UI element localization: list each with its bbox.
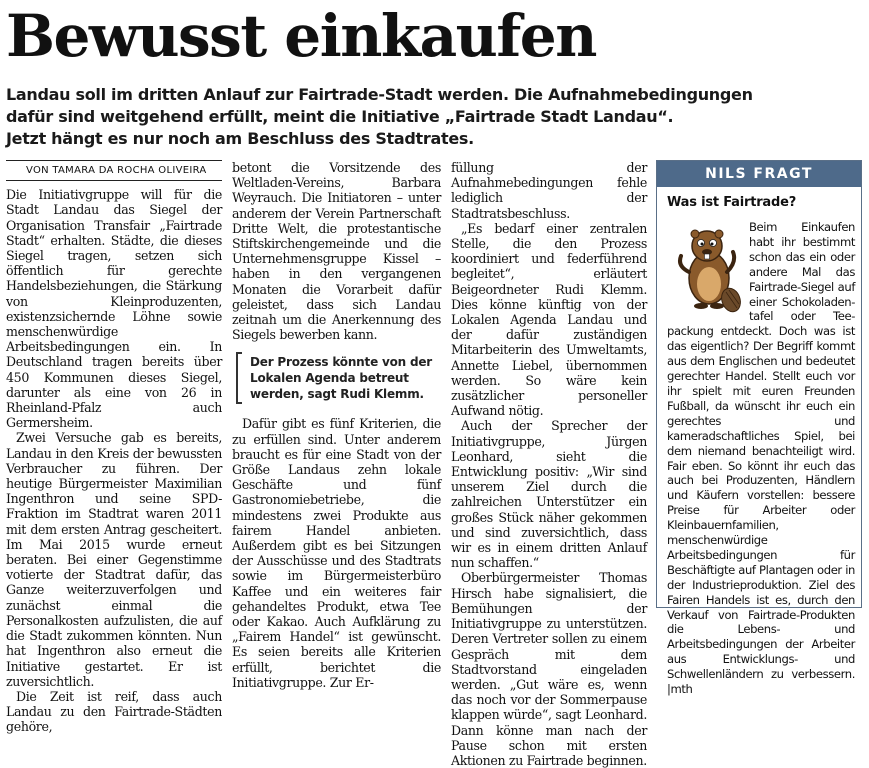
article-paragraph: Die Zeit ist reif, dass auch Landau zu den Fairtrade-Städten gehöre, xyxy=(6,688,222,735)
article-paragraph: Dafür gibt es fünf Kriterien, die zu erfüllen sind. Unter anderem braucht es für eine Stadt von der Größe Landaus zehn lokale Geschäfte und fünf Gastronomiebetriebe, die mindestens zwei Produkte aus fairem Handel anbieten. Außerdem gibt es bei Sitzungen der Ausschüsse und des Stadtrats sowie im Bürgermeisterbüro Kaffee und ein weiteres fair gehandeltes Produkt, etwa Tee oder Kakao. Auch Aufklärung zu „Fairem Handel“ ist gewünscht. Es seien bereits alle Kriterien erfüllt, berichtet die Initiativgruppe. Zur Er- xyxy=(232,416,441,690)
sidebar-line: tafel oder Tee- xyxy=(749,309,855,324)
article-column-2 xyxy=(232,160,441,690)
article-paragraph: Die Initiativgruppe will für die Stadt Landau das Siegel der Organisation Transfair „Fairtrade Stadt“ erhalten. Städte, die dieses Siegel tragen, setzen sich öffentlich für gerechte Handelsbeziehungen, die Stärkung von Kleinproduzenten, existenzsichernde Löhne sowie menschenwürdige Arbeitsbedingungen ein. In Deutschland tragen bereits über 450 Kommunen dieses Siegel, darunter als eine von 26 in Rheinland-Pfalz auch Germersheim. xyxy=(6,187,222,431)
beaver-mascot-icon xyxy=(671,222,745,314)
article-column-3 xyxy=(451,160,647,768)
nils-fragt-box xyxy=(656,160,862,697)
headline: Bewusst einkaufen xyxy=(6,2,596,70)
sidebar-line: Beim Einkaufen xyxy=(749,220,855,234)
sidebar-question: Was ist Fairtrade? xyxy=(667,195,797,210)
article-column-1 xyxy=(6,160,222,735)
lead-line: Jetzt hängt es nur noch am Beschluss des Stadtrates. xyxy=(6,129,474,148)
quote-bracket xyxy=(236,352,242,404)
author-byline: VON TAMARA DA ROCHA OLIVEIRA xyxy=(6,160,222,181)
article-paragraph: betont die Vorsitzende des Weltladen-Vereins, Barbara Weyrauch. Die Initiatoren – unter anderem der Verein Partnerschaft Dritte Welt, die protestantische Stiftskirchengemeinde und die Unternehmensgruppe Kissel – haben in den vergangenen Monaten die Vorarbeit dafür geleistet, dass sich Landau zeitnah um die Anerkennung des Siegels bewerben kann. xyxy=(232,160,441,343)
sidebar-header: NILS FRAGT xyxy=(657,161,861,187)
sidebar-line: habt ihr bestimmt xyxy=(749,234,855,249)
sidebar-wrapped-text xyxy=(667,220,855,324)
article-paragraph: füllung der Aufnahmebedingungen fehle lediglich der Stadtratsbeschluss. xyxy=(451,160,647,221)
sidebar-paragraph: packung entdeckt. Doch was ist das eigentlich? Der Begriff kommt aus dem Englischen und bedeutet gerechter Handel. Stellt euch vor ihr spielt mit euren Freunden Fußball, da wünscht ihr euch ein gerechtes und kameradschaftliches Spiel, bei dem niemand benachteiligt wird. Fair eben. So könnt ihr euch das auch bei Produzenten, Händlern und Käufern vorstellen: bessere Preise für Arbeiter oder Kleinbauernfamilien, menschenwürdige Arbeitsbedingungen für Beschäftigte auf Plantagen oder in der Industrieproduktion. Ziel des Fairen Handels ist es, durch den Verkauf von Fairtrade-Produkten die Lebens- und Arbeitsbedingungen der Arbeiter aus Entwicklungs- und Schwellenländern zu verbessern. |mth xyxy=(667,324,855,697)
article-paragraph: Oberbürgermeister Thomas Hirsch habe signalisiert, die Bemühungen der Initiativgruppe zu unterstützen. Deren Vertreter sollen zu einem Gespräch mit dem Stadtvorstand eingeladen werden. „Gut wäre es, wenn das noch vor der Sommerpause klappen würde“, sagt Leonhard. Dann könne man nach der Pause schon mit ersten Aktionen zu Fairtrade beginnen. xyxy=(451,570,647,768)
pull-quote-text: Der Prozess könnte von der Lokalen Agenda betreut werden, sagt Rudi Klemm. xyxy=(250,355,433,402)
sidebar-line: einer Schokoladen- xyxy=(749,294,855,309)
article-paragraph: Zwei Versuche gab es bereits, Landau in den Kreis der bewussten Verbraucher zu führen. Der heutige Bürgermeister Maximilian Ingenthron und seine SPD-Fraktion im Stadtrat waren 2011 mit dem ersten Antrag gescheitert. Im Mai 2015 wurde erneut beraten. Bei einer Gegenstimme votierte der Stadtrat dafür, das Ganze weiterzuverfolgen und zunächst einmal die Personalkosten aufzulisten, die auf die Stadt zukommen könnten. Nun hat Ingenthron also erneut die Initiative gestartet. Er ist zuversichtlich. xyxy=(6,430,222,689)
sidebar-line: andere Mal das xyxy=(749,264,855,279)
lead-line: dafür sind weitgehend erfüllt, meint die Initiative „Fairtrade Stadt Landau“. xyxy=(6,107,674,126)
article-paragraph: „Es bedarf einer zentralen Stelle, die den Prozess koordiniert und federführend begleitet“, erläutert Beigeordneter Rudi Klemm. Dies könne künftig von der Lokalen Agenda Landau und der dafür zuständigen Mitarbeiterin des Umweltamts, Annette Liebel, übernommen werden. So wäre kein zusätzlicher personeller Aufwand nötig. xyxy=(451,220,647,419)
sidebar-line: schon das ein oder xyxy=(749,249,855,264)
lead-line: Landau soll im dritten Anlauf zur Fairtrade-Stadt werden. Die Aufnahmebedingungen xyxy=(6,85,753,104)
article-paragraph: Auch der Sprecher der Initiativgruppe, Jürgen Leonhard, sieht die Entwicklung positiv: „Wir sind unserem Ziel durch die zahlreichen Unterstützer ein großes Stück näher gekommen und sind zuversichtlich, dass wir es in einem dritten Anlauf nun schaffen.“ xyxy=(451,418,647,571)
pull-quote xyxy=(236,352,435,404)
lead-paragraph xyxy=(6,84,753,150)
sidebar-line: Fairtrade-Siegel auf xyxy=(749,279,855,294)
sidebar-body xyxy=(657,210,861,697)
